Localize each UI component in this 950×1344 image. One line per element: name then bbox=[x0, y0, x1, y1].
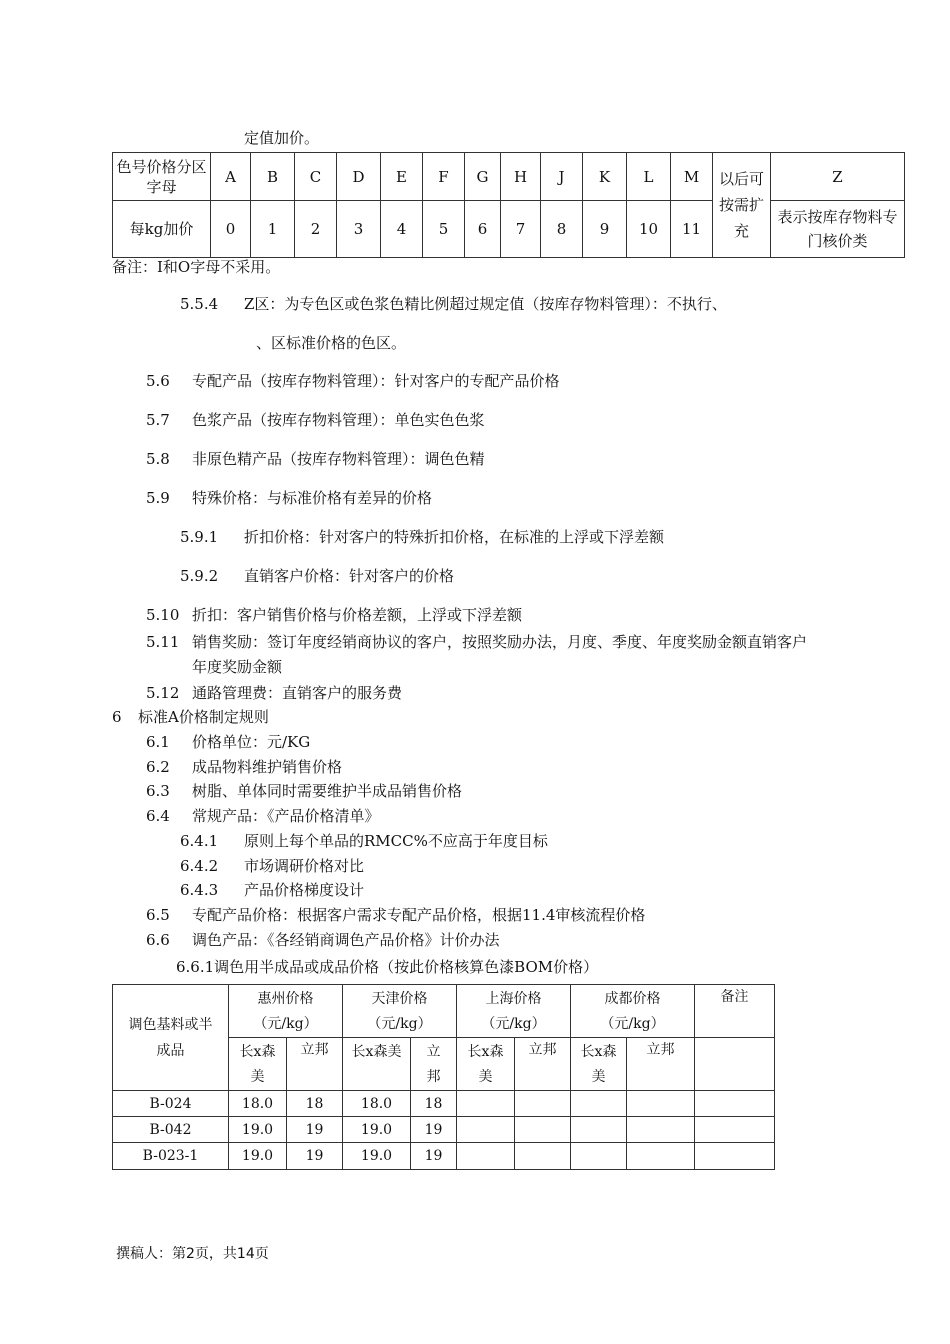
price-cell: 19 bbox=[411, 1143, 457, 1170]
item-text: 通路管理费：直销客户的服务费 bbox=[192, 684, 403, 702]
remark-cell bbox=[695, 1117, 775, 1143]
price-cell bbox=[515, 1091, 571, 1117]
price-cell: 18.0 bbox=[343, 1091, 411, 1117]
price-cell bbox=[571, 1143, 627, 1170]
z-letter-cell: Z bbox=[771, 153, 905, 201]
region-label: 天津价格（元/kg） bbox=[367, 991, 432, 1032]
item-text: 原则上每个单品的RMCC%不应高于年度目标 bbox=[244, 832, 548, 850]
base-material-header bbox=[113, 985, 229, 1091]
letter-cell: M bbox=[671, 153, 713, 201]
region-header-shanghai bbox=[457, 985, 571, 1038]
item-number: 5.9.2 bbox=[180, 567, 219, 585]
price-cell: 19.0 bbox=[343, 1117, 411, 1143]
zone-letter-label: 色号价格分区字母 bbox=[113, 153, 211, 201]
value-cell: 7 bbox=[501, 201, 541, 258]
expand-note-cell: 以后可按需扩充 bbox=[713, 153, 771, 258]
region-label: 上海价格（元/kg） bbox=[481, 991, 546, 1032]
letter-cell: C bbox=[295, 153, 337, 201]
item-number: 6.2 bbox=[146, 758, 170, 776]
item-text: 专配产品价格：根据客户需求专配产品价格，根据11.4审核流程价格 bbox=[192, 906, 646, 924]
item-number: 6.4.3 bbox=[180, 881, 219, 899]
price-cell bbox=[457, 1091, 515, 1117]
value-cell: 2 bbox=[295, 201, 337, 258]
brand-nippon-header: 立邦 bbox=[287, 1038, 343, 1091]
value-cell: 5 bbox=[423, 201, 465, 258]
item-text: 特殊价格：与标准价格有差异的价格 bbox=[192, 489, 433, 507]
price-cell bbox=[515, 1143, 571, 1170]
brand-nippon-header: 立邦 bbox=[627, 1038, 695, 1091]
item-text: 市场调研价格对比 bbox=[244, 857, 365, 875]
table-row bbox=[113, 1091, 775, 1117]
brand-cx-header bbox=[343, 1038, 411, 1091]
letter-cell: B bbox=[251, 153, 295, 201]
region-header-huizhou bbox=[229, 985, 343, 1038]
table-row bbox=[113, 1143, 775, 1170]
brand-label: 长x森美 bbox=[239, 1044, 276, 1085]
item-number: 6.4 bbox=[146, 807, 170, 825]
letter-cell: H bbox=[501, 153, 541, 201]
remark-header: 备注 bbox=[695, 985, 775, 1038]
price-cell bbox=[627, 1117, 695, 1143]
price-cell: 19 bbox=[287, 1143, 343, 1170]
value-cell: 8 bbox=[541, 201, 583, 258]
material-code: B-023-1 bbox=[113, 1143, 229, 1170]
subsection-heading: 6.6.1调色用半成品或成品价格（按此价格核算色漆BOM价格） bbox=[176, 958, 599, 976]
price-cell bbox=[571, 1091, 627, 1117]
brand-label: 长x森美 bbox=[351, 1044, 402, 1060]
item-text: 年度奖励金额 bbox=[192, 658, 283, 676]
region-label: 成都价格（元/kg） bbox=[600, 991, 665, 1032]
remark-sub-cell bbox=[695, 1038, 775, 1091]
letter-cell: F bbox=[423, 153, 465, 201]
item-text: 产品价格梯度设计 bbox=[244, 881, 365, 899]
item-text: 常规产品：《产品价格清单》 bbox=[192, 807, 380, 825]
price-cell: 18.0 bbox=[229, 1091, 287, 1117]
price-cell: 18 bbox=[411, 1091, 457, 1117]
price-cell bbox=[627, 1091, 695, 1117]
price-cell: 18 bbox=[287, 1091, 343, 1117]
letter-cell: K bbox=[583, 153, 627, 201]
brand-nippon-header bbox=[411, 1038, 457, 1091]
price-cell: 19.0 bbox=[343, 1143, 411, 1170]
item-text: 色浆产品（按库存物料管理）：单色实色色浆 bbox=[192, 411, 485, 429]
letter-cell: D bbox=[337, 153, 381, 201]
price-cell: 19 bbox=[287, 1117, 343, 1143]
per-kg-label: 每kg加价 bbox=[113, 201, 211, 258]
item-text: 调色产品：《各经销商调色产品价格》计价办法 bbox=[192, 931, 500, 949]
price-cell bbox=[571, 1117, 627, 1143]
item-text: Z区：为专色区或色浆色精比例超过规定值（按库存物料管理）：不执行、 bbox=[244, 295, 727, 313]
item-text: 直销客户价格：针对客户的价格 bbox=[244, 567, 455, 585]
color-zone-table bbox=[112, 152, 905, 258]
price-cell bbox=[457, 1117, 515, 1143]
item-text: 折扣价格：针对客户的特殊折扣价格，在标准的上浮或下浮差额 bbox=[244, 528, 665, 546]
item-number: 6.4.1 bbox=[180, 832, 219, 850]
value-cell: 4 bbox=[381, 201, 423, 258]
section-heading: 标准A价格制定规则 bbox=[138, 708, 269, 726]
material-code: B-042 bbox=[113, 1117, 229, 1143]
base-material-label: 调色基料或半成品 bbox=[128, 1016, 213, 1059]
region-header-chengdu bbox=[571, 985, 695, 1038]
letter-cell: G bbox=[465, 153, 501, 201]
item-number: 5.8 bbox=[146, 450, 170, 468]
remark-cell bbox=[695, 1091, 775, 1117]
item-number: 5.12 bbox=[146, 684, 180, 702]
brand-label: 立邦 bbox=[426, 1044, 441, 1085]
item-text: 价格单位：元/KG bbox=[192, 733, 311, 751]
value-cell: 9 bbox=[583, 201, 627, 258]
price-cell: 19.0 bbox=[229, 1143, 287, 1170]
item-number: 6.6 bbox=[146, 931, 170, 949]
letter-cell: L bbox=[627, 153, 671, 201]
letter-cell: J bbox=[541, 153, 583, 201]
value-cell: 6 bbox=[465, 201, 501, 258]
value-cell: 0 bbox=[211, 201, 251, 258]
item-text: 非原色精产品（按库存物料管理）：调色色精 bbox=[192, 450, 485, 468]
item-number: 6.4.2 bbox=[180, 857, 219, 875]
price-cell bbox=[515, 1117, 571, 1143]
region-header-tianjin bbox=[343, 985, 457, 1038]
brand-nippon-header: 立邦 bbox=[515, 1038, 571, 1091]
brand-label: 长x森美 bbox=[467, 1044, 504, 1085]
letter-cell: A bbox=[211, 153, 251, 201]
item-number: 5.11 bbox=[146, 633, 180, 651]
item-text: 、区标准价格的色区。 bbox=[256, 334, 407, 352]
price-cell bbox=[627, 1143, 695, 1170]
table-row bbox=[113, 1117, 775, 1143]
letter-cell: E bbox=[381, 153, 423, 201]
item-text: 专配产品（按库存物料管理）：针对客户的专配产品价格 bbox=[192, 372, 560, 390]
item-number: 5.5.4 bbox=[180, 295, 219, 313]
price-cell bbox=[457, 1143, 515, 1170]
item-number: 6.5 bbox=[146, 906, 170, 924]
item-number: 5.7 bbox=[146, 411, 170, 429]
intro-line: 定值加价。 bbox=[244, 129, 320, 147]
page-footer: 撰稿人：第2页，共14页 bbox=[116, 1246, 269, 1262]
brand-cx-header bbox=[571, 1038, 627, 1091]
region-label: 惠州价格（元/kg） bbox=[253, 991, 318, 1032]
value-cell: 1 bbox=[251, 201, 295, 258]
table-note: 备注：I和O字母不采用。 bbox=[112, 258, 281, 276]
item-number: 5.10 bbox=[146, 606, 180, 624]
item-number: 6.3 bbox=[146, 782, 170, 800]
item-number: 5.9.1 bbox=[180, 528, 219, 546]
brand-cx-header bbox=[229, 1038, 287, 1091]
item-number: 5.9 bbox=[146, 489, 170, 507]
section-number: 6 bbox=[112, 708, 122, 726]
tint-price-table bbox=[112, 984, 775, 1170]
value-cell: 10 bbox=[627, 201, 671, 258]
item-text: 树脂、单体同时需要维护半成品销售价格 bbox=[192, 782, 463, 800]
z-description-cell: 表示按库存物料专门核价类 bbox=[771, 201, 905, 258]
price-cell: 19 bbox=[411, 1117, 457, 1143]
item-text: 成品物料维护销售价格 bbox=[192, 758, 343, 776]
material-code: B-024 bbox=[113, 1091, 229, 1117]
value-cell: 3 bbox=[337, 201, 381, 258]
remark-cell bbox=[695, 1143, 775, 1170]
item-text: 销售奖励：签订年度经销商协议的客户，按照奖励办法，月度、季度、年度奖励金额直销客户 bbox=[192, 633, 808, 651]
brand-label: 长x森美 bbox=[580, 1044, 617, 1085]
item-number: 5.6 bbox=[146, 372, 170, 390]
brand-cx-header bbox=[457, 1038, 515, 1091]
value-cell: 11 bbox=[671, 201, 713, 258]
price-cell: 19.0 bbox=[229, 1117, 287, 1143]
item-text: 折扣：客户销售价格与价格差额，上浮或下浮差额 bbox=[192, 606, 523, 624]
item-number: 6.1 bbox=[146, 733, 170, 751]
